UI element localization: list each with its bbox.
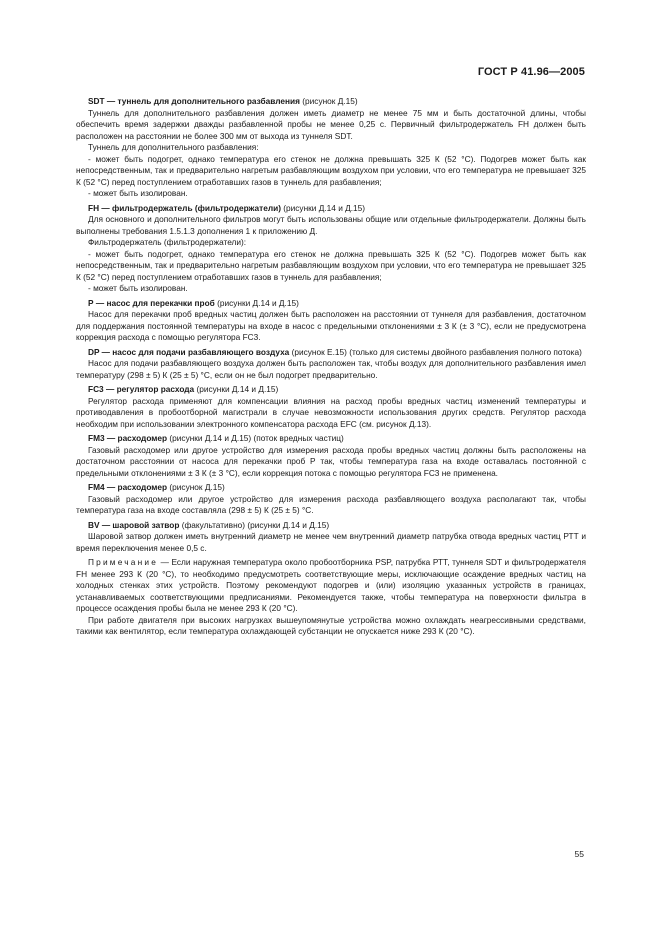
section-ref: (факультативно) (рисунки Д.14 и Д.15)	[179, 519, 330, 530]
section-heading	[76, 298, 586, 310]
section-title: Р — насос для перекачки проб	[88, 297, 215, 308]
section-ref: (рисунок Д.15)	[299, 96, 358, 106]
list-item: - может быть изолирован.	[88, 283, 188, 293]
paragraph: Фильтродержатель (фильтродержатели):	[88, 237, 247, 247]
paragraph: Для основного и дополнительного фильтров могут быть использованы общие или отдельные фильтродержатели. Должны быть выполнены требования 1.5.1.3 дополнения 1 к приложению Д.	[76, 214, 586, 236]
paragraph: Туннель для дополнительного разбавления должен иметь диаметр не менее 75 мм и быть достаточной длины, чтобы обеспечить время задержки дважды разбавленной пробы не менее 0,25 с. Первичный фильтродержатель FH должен быть расположен на расстоянии не более 300 мм от выхода из туннеля SDT.	[76, 107, 586, 141]
list-item: - может быть подогрет, однако температура его стенок не должна превышать 325 К (52 °С). Подогрев может быть как непосредственным, так и предварительно нагретым разбавляющим воздухом при условии, что его температура не превышает 325 К (52 °С) перед поступлением отработавших газов в туннель для разбавления;	[76, 248, 586, 282]
section-ref: (рисунки Д.14 и Д.15)	[214, 297, 299, 308]
section-title: SDT — туннель для дополнительного разбавления	[88, 96, 300, 106]
section-heading	[76, 203, 586, 215]
page-number: 55	[574, 849, 584, 859]
paragraph: Насос для подачи разбавляющего воздуха должен быть расположен так, чтобы воздух для дополнительного разбавления имел температуру (298 ± 5) К (25 ± 5) °С, если он не был подогрет предварительно.	[76, 358, 586, 380]
section-title: BV — шаровой затвор	[88, 519, 180, 530]
paragraph: Регулятор расхода применяют для компенсации влияния на расход пробы вредных частиц изменений температуры и противодавления в пробоотборной магистрали в случае невозможности использования других средств. Регулятор расхода необходим при использовании электронного компенсатора расхода EFC (см. рисунок Д.13).	[76, 395, 586, 429]
closing-paragraph: При работе двигателя при высоких нагрузках вышеупомянутые устройства можно охлаждать неагрессивными средствами, такими как вентилятор, если температура охлаждающей субстанции не опускается ниже 293 К (20 °С).	[76, 614, 586, 636]
section-heading	[76, 96, 586, 108]
section-title: DP — насос для подачи разбавляющего воздуха	[88, 346, 290, 357]
paragraph: Газовый расходомер или другое устройство для измерения расхода пробы вредных частиц должны быть расположены на достаточном расстоянии от насоса для перекачки проб Р так, чтобы температура газа на входе оставалась постоянной с предельными отклонениями ± 3 К (± 3 °С), если коррекция потока с помощью регулятора FC3 не применена.	[76, 444, 586, 478]
section-ref: (рисунки Д.14 и Д.15)	[194, 384, 279, 394]
section-title: FM4 — расходомер	[88, 482, 168, 492]
note-label: Примечание	[88, 557, 159, 567]
paragraph: Насос для перекачки проб вредных частиц должен быть расположен на расстоянии от туннеля для разбавления, достаточном для поддержания постоянной температуры на входе в насос с предельными отклонениями ± 3 К (± 3 °С), если не предусмотрена коррекция расхода с помощью регулятора FC3.	[76, 309, 586, 342]
section-ref: (рисунки Д.14 и Д.15) (поток вредных частиц)	[167, 433, 344, 443]
section-title: FC3 — регулятор расхода	[88, 384, 195, 394]
section-title: FM3 — расходомер	[88, 433, 168, 443]
section-ref: (рисунок Д.15)	[167, 482, 225, 492]
paragraph: Туннель для дополнительного разбавления:	[88, 142, 259, 152]
section-ref: (рисунки Д.14 и Д.15)	[280, 202, 366, 213]
section-heading	[76, 347, 586, 359]
paragraph: Шаровой затвор должен иметь внутренний диаметр не менее чем внутренний диаметр патрубка отвода вредных частиц РТТ и время переключения менее 0,5 с.	[76, 531, 586, 553]
page-content	[76, 96, 586, 638]
section-heading	[76, 520, 586, 532]
note-text: — Если наружная температура около пробоотборника PSP, патрубка РТТ, туннеля SDT и фильтродержателя FH менее 293 К (20 °С), то необходимо предусмотреть соответствующие меры, исключающие осаждение вредных частиц на холодных стенках этих устройств. Поэтому рекомендуют подогрев и (или) изоляцию указанных устройств в границах, устанавливаемых соответствующими предписаниями. Рекомендуется также, чтобы температура на поверхности фильтра в процессе осаждения пробы была не менее 293 К (20 °С).	[76, 557, 586, 613]
section-ref: (рисунок Е.15) (только для системы двойного разбавления полного потока)	[289, 346, 582, 357]
section-heading	[76, 433, 586, 445]
paragraph: Газовый расходомер или другое устройство для измерения расхода разбавляющего воздуха располагают так, чтобы температура газа на входе составляла (298 ± 5) К (25 ± 5) °С.	[76, 493, 586, 515]
section-title: FH — фильтродержатель (фильтродержатели)	[88, 202, 281, 213]
list-item: - может быть подогрет, однако температура его стенок не должна превышать 325 К (52 °С). Подогрев может быть как непосредственным, так и предварительно нагретым разбавляющим воздухом при условии, что его температура не превышает 325 К (52 °С) перед поступлением отработавших газов в туннель для разбавления;	[76, 153, 586, 187]
section-heading	[76, 482, 586, 494]
list-item: - может быть изолирован.	[88, 188, 188, 198]
note	[76, 557, 586, 615]
document-header: ГОСТ Р 41.96—2005	[477, 66, 585, 78]
section-heading	[76, 384, 586, 396]
